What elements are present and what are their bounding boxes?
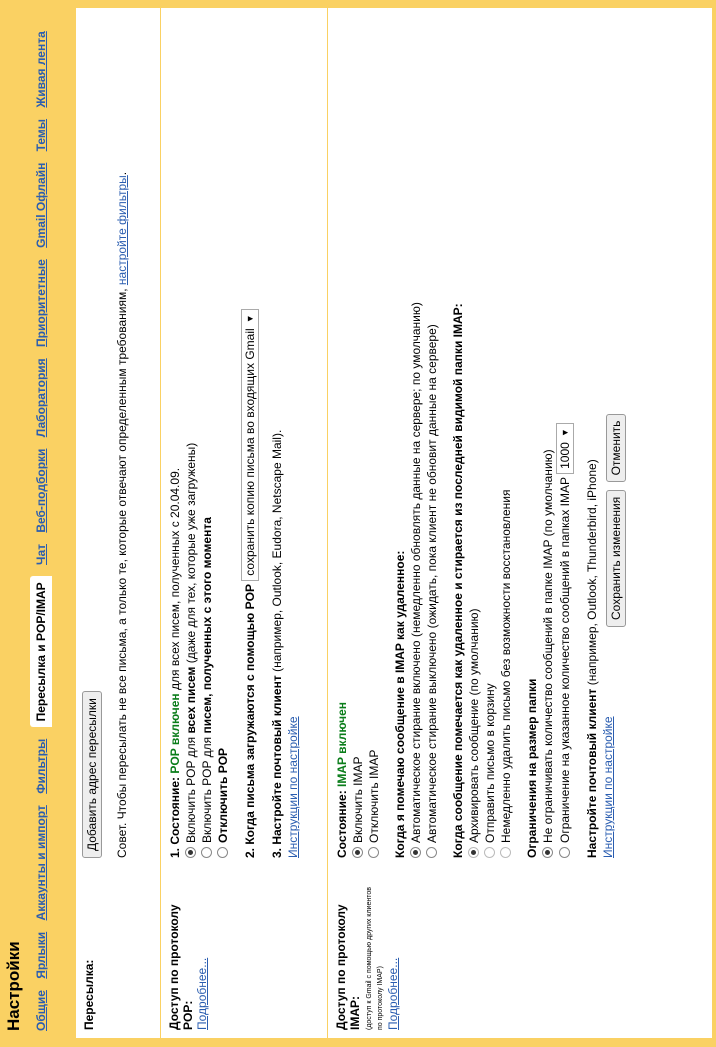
pop-status-prefix: 1. Состояние:	[168, 776, 182, 858]
imap-expunge-opt2[interactable]	[482, 18, 498, 858]
imap-expunge-opt1[interactable]	[466, 18, 482, 858]
tip-end: .	[115, 171, 129, 176]
radio-icon[interactable]	[542, 847, 553, 858]
pop-opt1-c: (даже для тех, которые уже загружены)	[184, 442, 198, 664]
imap-delete-opt2[interactable]	[424, 18, 440, 858]
imap-expunge-opt3[interactable]	[498, 18, 514, 858]
radio-icon[interactable]	[500, 847, 511, 858]
pop-step3	[269, 18, 285, 858]
pop-status	[167, 18, 183, 858]
settings-tabs	[30, 11, 52, 1031]
imap-status	[334, 18, 350, 858]
pop-opt3: Отключить POP	[216, 747, 230, 843]
add-forwarding-button[interactable]: Добавить адрес пересылки	[82, 691, 102, 858]
tip-text: Совет. Чтобы пересылать не все письма, а только те, которые отвечают определенным требованиям,	[115, 288, 129, 858]
pop-step3-label: 3. Настройте почтовый клиент	[270, 675, 284, 858]
radio-icon[interactable]	[559, 847, 570, 858]
imap-status-value: IMAP включен	[335, 702, 349, 787]
tab-forwarding[interactable]: Пересылка и POP/IMAP	[30, 576, 52, 727]
pop-opt1-a: Включить POP для	[184, 736, 198, 843]
pop-option-off[interactable]	[215, 18, 231, 858]
radio-icon[interactable]	[368, 847, 379, 858]
pop-step3-hint: (например, Outlook, Eudora, Netscape Mail).	[270, 429, 284, 672]
tab-offline[interactable]: Gmail Офлайн	[34, 162, 48, 248]
radio-icon[interactable]	[468, 847, 479, 858]
forwarding-tip	[114, 18, 130, 858]
filters-link[interactable]: настройте фильтры	[115, 175, 129, 286]
pop-status-suffix: для всех писем, полученных с 20.04.09.	[168, 467, 182, 690]
pop-opt1-b: всех писем	[184, 666, 198, 734]
pop-action-value: сохранить копию письма во входящих Gmail	[243, 328, 257, 576]
pop-status-value: POP включен	[168, 693, 182, 774]
imap-more-link[interactable]: Подробнее...	[386, 957, 400, 1030]
imap-client	[584, 18, 600, 858]
radio-icon[interactable]	[201, 847, 212, 858]
imap-label	[334, 880, 400, 1030]
imap-expunge-heading: Когда сообщение помечается как удаленное и стирается из последней видимой папки IMAP:	[451, 303, 465, 858]
radio-icon[interactable]	[484, 847, 495, 858]
imap-enable-option[interactable]	[350, 18, 366, 858]
imap-delete-opt1[interactable]	[408, 18, 424, 858]
pop-opt2-b: писем, полученных с этого момента	[200, 517, 214, 734]
imap-size-select[interactable]	[556, 423, 574, 474]
size-opt2-text: Ограничение на указанное количество сообщений в папках IMAP	[558, 477, 572, 843]
tab-labs[interactable]: Лаборатория	[34, 358, 48, 438]
tab-chat[interactable]: Чат	[34, 544, 48, 565]
imap-client-hint: (например, Outlook, Thunderbird, iPhone)	[585, 459, 599, 686]
tab-labels[interactable]: Ярлыки	[34, 931, 48, 979]
expunge-opt2-text: Отправить письмо в корзину	[483, 683, 497, 843]
pop-step2-label: 2. Когда письма загружаются с помощью POP	[243, 584, 257, 858]
imap-instructions-link[interactable]: Инструкции по настройке	[601, 716, 615, 858]
expunge-opt1-text: Архивировать сообщение (по умолчанию)	[467, 608, 481, 843]
tab-general[interactable]: Общие	[34, 990, 48, 1031]
imap-delete-heading: Когда я помечаю сообщение в IMAP как удаленное:	[393, 550, 407, 858]
imap-size-opt1[interactable]	[540, 18, 556, 858]
pop-row	[161, 8, 328, 1038]
imap-status-prefix: Состояние:	[335, 790, 349, 858]
tab-filters[interactable]: Фильтры	[34, 738, 48, 794]
tab-buzz[interactable]: Живая лента	[34, 31, 48, 108]
imap-size-heading: Ограничения на размер папки	[525, 678, 539, 858]
tab-priority[interactable]: Приоритетные	[34, 259, 48, 347]
dropdown-arrow-icon: ▼	[245, 314, 255, 324]
imap-on-text: Включить IMAP	[351, 756, 365, 843]
pop-label	[167, 880, 209, 1030]
radio-icon[interactable]	[185, 847, 196, 858]
radio-icon[interactable]	[426, 847, 437, 858]
pop-opt2-a: Включить POP для	[200, 736, 214, 843]
pop-option-all[interactable]	[183, 18, 199, 858]
imap-off-text: Отключить IMAP	[367, 749, 381, 843]
imap-label-text: Доступ по протоколу IMAP:	[334, 904, 362, 1030]
pop-more-link[interactable]: Подробнее...	[195, 957, 209, 1030]
imap-sublabel: (доступ к Gmail с помощью других клиентов по протоколу IMAP)	[366, 887, 384, 1030]
cancel-button[interactable]: Отменить	[606, 414, 626, 483]
imap-disable-option[interactable]	[366, 18, 382, 858]
expunge-opt3-text: Немедленно удалить письмо без возможности восстановления	[499, 489, 513, 843]
pop-instructions-link[interactable]: Инструкции по настройке	[286, 716, 300, 858]
tab-themes[interactable]: Темы	[34, 118, 48, 152]
imap-size-opt2[interactable]	[556, 18, 574, 858]
tab-webclips[interactable]: Веб-подборки	[34, 448, 48, 533]
pop-action-select[interactable]	[241, 309, 259, 580]
radio-icon[interactable]	[410, 847, 421, 858]
size-opt1-text: Не ограничивать количество сообщений в папке IMAP (по умолчанию)	[541, 449, 555, 843]
pop-step2	[241, 18, 259, 858]
page-title: Настройки	[4, 941, 23, 1031]
imap-client-label: Настройте почтовый клиент	[585, 688, 599, 858]
delete-opt1-text: Автоматическое стирание включено (немедленно обновлять данные на сервере; по умолчанию)	[409, 302, 423, 843]
save-button[interactable]: Сохранить изменения	[606, 490, 626, 627]
imap-size-value: 1000	[558, 442, 572, 469]
radio-icon[interactable]	[217, 847, 228, 858]
radio-icon[interactable]	[352, 847, 363, 858]
pop-option-new[interactable]	[199, 18, 215, 858]
action-bar	[606, 414, 626, 627]
forwarding-row	[76, 8, 161, 1038]
forwarding-label: Пересылка:	[82, 959, 96, 1030]
tab-accounts[interactable]: Аккаунты и импорт	[34, 805, 48, 921]
pop-label-text: Доступ по протоколу POP:	[167, 904, 195, 1030]
dropdown-arrow-icon: ▼	[560, 428, 570, 438]
delete-opt2-text: Автоматическое стирание выключено (ожидать, пока клиент не обновит данные на сервере)	[425, 324, 439, 843]
imap-row	[328, 8, 712, 1038]
